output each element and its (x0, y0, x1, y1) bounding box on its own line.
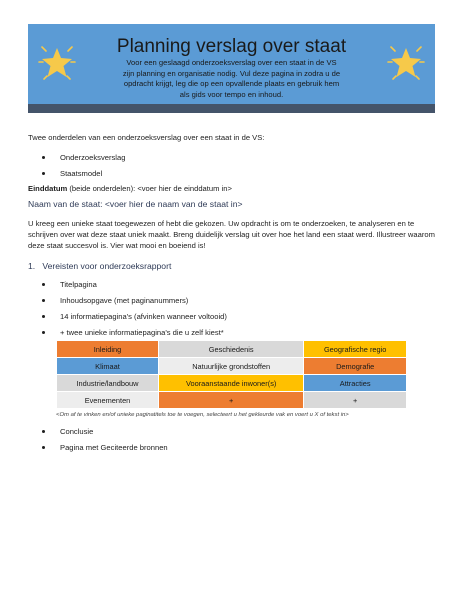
list-item-text: Staatsmodel (60, 169, 103, 178)
list-item[interactable] (42, 311, 422, 322)
list-item[interactable] (42, 152, 422, 163)
table-cell[interactable]: Industrie/landbouw (57, 375, 158, 391)
table-row (57, 341, 406, 357)
section-title: Vereisten voor onderzoeksrapport (42, 261, 172, 271)
list-item-text: Onderzoeksverslag (60, 153, 126, 162)
deadline-line[interactable] (28, 183, 438, 194)
intro-text[interactable]: Twee onderdelen van een onderzoeksverslag over een staat in de VS: (28, 133, 265, 142)
list-item[interactable] (42, 295, 422, 306)
list-item[interactable] (42, 442, 422, 453)
table-cell[interactable]: Geografische regio (304, 341, 406, 357)
table-cell[interactable]: Inleiding (57, 341, 158, 357)
section-heading[interactable] (28, 261, 438, 272)
list-item[interactable] (42, 168, 422, 179)
star-icon (385, 42, 427, 84)
list-item-text: Pagina met Geciteerde bronnen (60, 443, 168, 452)
page-title: Planning verslag over staat (116, 36, 347, 57)
list-item-text: Conclusie (60, 427, 94, 436)
page-subtitle: Voor een geslaagd onderzoeksverslag over een staat in de VS zijn planning en organisatie nodig. Vul deze pagina in zodra u de opdracht krijgt, leg die op een opvallende plaats en gebruik hem als gids voor tempo en inhoud. (122, 58, 341, 99)
table-cell[interactable]: + (159, 392, 303, 408)
section-number: 1. (28, 261, 36, 271)
header-banner (28, 24, 435, 104)
table-cell[interactable]: Natuurlijke grondstoffen (159, 358, 303, 374)
table-row (57, 358, 406, 374)
deadline-label: Einddatum (28, 184, 68, 193)
list-item[interactable] (42, 279, 422, 290)
table-cell[interactable]: Klimaat (57, 358, 158, 374)
topics-table (56, 340, 407, 409)
table-cell[interactable]: Geschiedenis (159, 341, 303, 357)
list-item-text: + twee unieke informatiepagina's die u zelf kiest* (60, 328, 224, 337)
list-item-text: Inhoudsopgave (met paginanummers) (60, 296, 189, 305)
list-item[interactable] (42, 327, 422, 338)
list-item[interactable] (42, 426, 422, 437)
assignment-paragraph[interactable]: U kreeg een unieke staat toegewezen of hebt die gekozen. Uw opdracht is om te onderzoeken, te analyseren en te schrijven over wat deze staat uniek maakt. Breng duidelijk verslag uit over hoe het land een staat werd. Illustreer waarom deze staat succesvol is. Vier wat mooi en boeiend is! (28, 219, 435, 250)
state-name-line[interactable]: Naam van de staat: <voer hier de naam van de staat in> (28, 199, 243, 209)
table-cell[interactable]: Vooraanstaande inwoner(s) (159, 375, 303, 391)
header-strip (28, 104, 435, 113)
table-row (57, 375, 406, 391)
table-note: <Om af te vinken en/of unieke paginatitels toe te voegen, selecteert u het gekleurde vak en voert u X of tekst in> (56, 412, 349, 418)
list-item-text: 14 informatiepagina's (afvinken wanneer voltooid) (60, 312, 227, 321)
table-cell[interactable]: Evenementen (57, 392, 158, 408)
table-cell[interactable]: Demografie (304, 358, 406, 374)
list-item-text: Titelpagina (60, 280, 97, 289)
table-row (57, 392, 406, 408)
table-cell[interactable]: Attracties (304, 375, 406, 391)
deadline-value: (beide onderdelen): <voer hier de einddatum in> (67, 184, 232, 193)
table-cell[interactable]: + (304, 392, 406, 408)
